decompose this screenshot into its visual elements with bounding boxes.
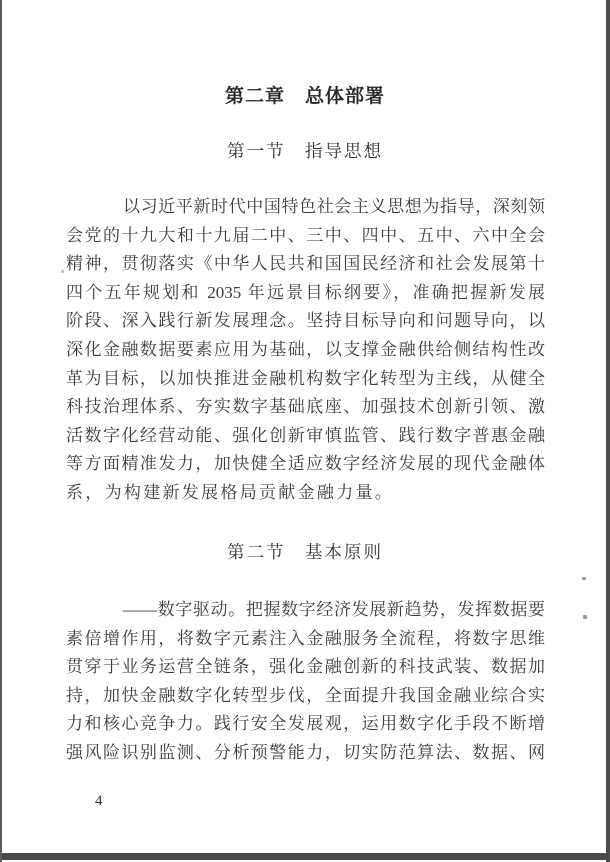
- text-line: 活数字化经营动能、强化创新审慎监管、践行数字普惠金融: [66, 425, 545, 445]
- chapter-title: 第二章 总体部署: [224, 86, 385, 107]
- page-bottom-edge-shadow: [2, 853, 608, 860]
- scan-speck: [583, 615, 587, 619]
- text-line: 贯穿于业务运营全链条，强化金融创新的科技武装、数据加: [66, 657, 545, 677]
- paragraph-2: [66, 596, 545, 768]
- text-line: 素倍增作用，将数字元素注入金融服务全流程，将数字思维: [66, 628, 545, 648]
- text-line: 精神，贯彻落实《中华人民共和国国民经济和社会发展第十: [66, 254, 545, 274]
- text-line: ——数字驱动。把握数字经济发展新趋势，发挥数据要: [123, 600, 545, 619]
- text-line: 等方面精准发力，加快健全适应数字经济发展的现代金融体: [66, 454, 545, 474]
- text-line: 以习近平新时代中国特色社会主义思想为指导，深刻领: [123, 197, 545, 216]
- text-line: 革为目标，以加快推进金融机构数字化转型为主线，从健全: [66, 368, 545, 388]
- text-line: 深化金融数据要素应用为基础，以支撑金融供给侧结构性改: [66, 339, 545, 359]
- text-line: 系，为构建新发展格局贡献金融力量。: [66, 482, 395, 502]
- page-number: 4: [95, 793, 103, 809]
- text-line: 会党的十九大和十九届二中、三中、四中、五中、六中全会: [66, 225, 545, 245]
- text-line: 强风险识别监测、分析预警能力，切实防范算法、数据、网: [66, 742, 545, 762]
- section-1-title: 第一节 指导思想: [227, 141, 383, 161]
- scan-speck: [61, 270, 64, 273]
- page-right-edge-shadow: [606, 0, 610, 862]
- text-line: 持，加快金融数字化转型步伐，全面提升我国金融业综合实: [66, 685, 545, 705]
- text-line: 四个五年规划和 2035 年远景目标纲要》，准确把握新发展: [66, 282, 545, 302]
- paragraph-1: [66, 193, 545, 508]
- text-line: 力和核心竞争力。践行安全发展观，运用数字化手段不断增: [66, 714, 545, 734]
- text-line: 科技治理体系、夯实数字基础底座、加强技术创新引领、激: [66, 397, 545, 417]
- page-left-edge: [0, 0, 2, 862]
- scan-speck: [582, 577, 586, 580]
- text-line: 阶段、深入践行新发展理念。坚持目标导向和问题导向，以: [66, 311, 545, 331]
- section-2-title: 第二节 基本原则: [227, 542, 383, 562]
